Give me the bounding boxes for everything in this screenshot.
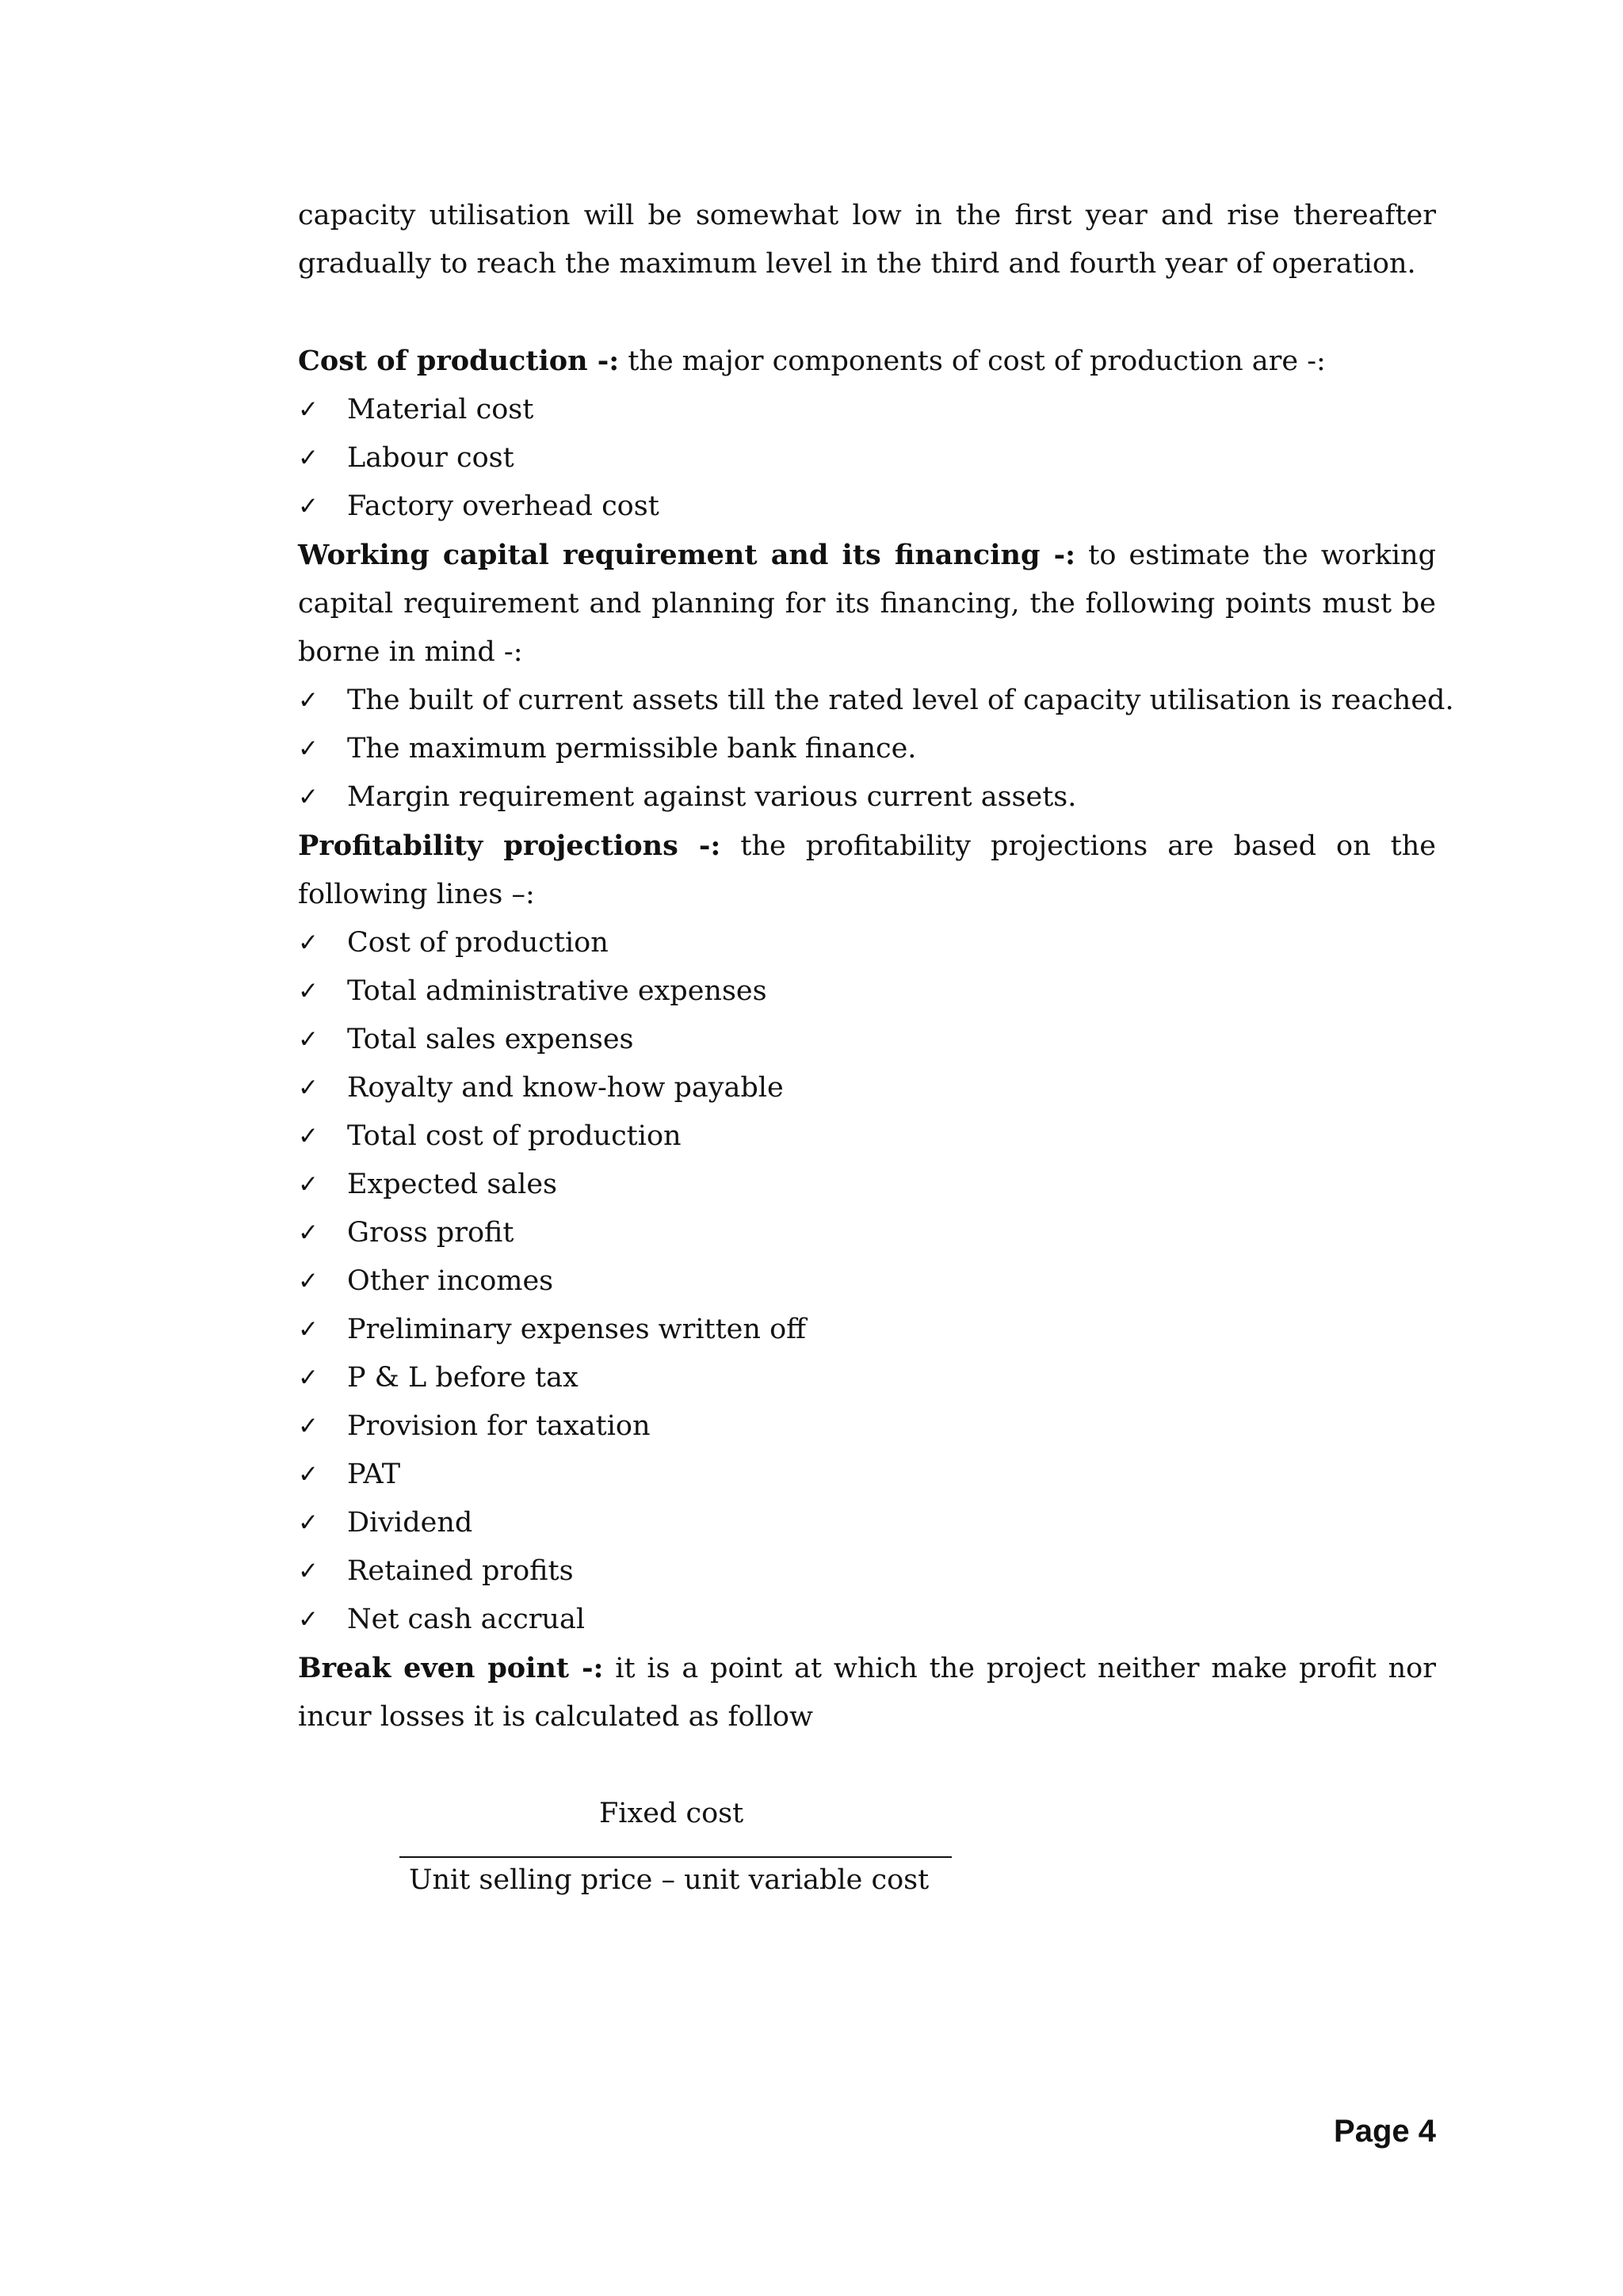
section-profitability-projections xyxy=(298,822,1436,1644)
checklist-item xyxy=(298,1402,1436,1451)
cost-of-production-list xyxy=(298,386,1436,531)
checklist-item-label: Total administrative expenses xyxy=(347,975,767,1007)
cost-of-production-heading: Cost of production -: xyxy=(298,345,620,377)
checklist-item-label: Net cash accrual xyxy=(347,1604,586,1635)
checklist-item xyxy=(298,1016,1436,1064)
checklist-item-label: Gross profit xyxy=(347,1217,514,1249)
checklist-item-label: The maximum permissible bank finance. xyxy=(347,733,917,765)
checklist-item xyxy=(298,725,1436,773)
checklist-item-label: Royalty and know-how payable xyxy=(347,1072,784,1104)
check-icon: ✓ xyxy=(298,1412,319,1440)
section-working-capital xyxy=(298,531,1454,822)
check-icon: ✓ xyxy=(298,1557,319,1585)
working-capital-list xyxy=(298,677,1454,822)
checklist-item-label: Total cost of production xyxy=(347,1120,682,1152)
check-icon: ✓ xyxy=(298,1605,319,1634)
check-icon: ✓ xyxy=(298,1315,319,1344)
profitability-text: the profitability projections are based on the following lines –: xyxy=(298,830,1436,910)
checklist-item xyxy=(298,1451,1436,1499)
check-icon: ✓ xyxy=(298,1122,319,1150)
checklist-item xyxy=(298,1209,1436,1257)
cost-of-production-text: the major components of cost of production are -: xyxy=(619,345,1326,377)
checklist-item-label: P & L before tax xyxy=(347,1362,579,1394)
break-even-heading: Break even point -: xyxy=(298,1652,604,1684)
profitability-paragraph xyxy=(298,822,1436,919)
check-icon: ✓ xyxy=(298,929,319,957)
section-break-even-point xyxy=(298,1644,1436,1940)
checklist-item xyxy=(298,967,1436,1016)
checklist-item-label: Other incomes xyxy=(347,1265,554,1297)
check-icon: ✓ xyxy=(298,1170,319,1199)
formula-denominator: Unit selling price – unit variable cost xyxy=(409,1864,930,1896)
checklist-item xyxy=(298,1161,1436,1209)
checklist-item-label: Preliminary expenses written off xyxy=(347,1314,807,1345)
checklist-item xyxy=(298,434,1436,482)
checklist-item xyxy=(298,1547,1436,1596)
profitability-heading: Profitability projections -: xyxy=(298,830,721,862)
check-icon: ✓ xyxy=(298,1460,319,1489)
checklist-item xyxy=(298,482,1436,531)
check-icon: ✓ xyxy=(298,1267,319,1295)
check-icon: ✓ xyxy=(298,1508,319,1537)
checklist-item xyxy=(298,1354,1436,1402)
working-capital-paragraph xyxy=(298,531,1436,677)
checklist-item xyxy=(298,1064,1436,1112)
check-icon: ✓ xyxy=(298,686,319,715)
check-icon: ✓ xyxy=(298,1363,319,1392)
checklist-item-label: The built of current assets till the rated level of capacity utilisation is reached. xyxy=(347,685,1454,716)
intro-paragraph: capacity utilisation will be somewhat low in the first year and rise thereafter gradually to reach the maximum level in the third and fourth year of operation. xyxy=(298,200,1436,280)
profitability-list xyxy=(298,919,1436,1644)
checklist-item-label: Dividend xyxy=(347,1507,473,1539)
checklist-item xyxy=(298,1306,1436,1354)
checklist-item xyxy=(298,1112,1436,1161)
section-cost-of-production xyxy=(298,337,1436,531)
cost-of-production-paragraph xyxy=(298,337,1436,386)
checklist-item-label: Material cost xyxy=(347,394,534,425)
check-icon: ✓ xyxy=(298,1074,319,1102)
page-number: Page 4 xyxy=(1334,2114,1436,2149)
checklist-item-label: Factory overhead cost xyxy=(347,490,659,522)
check-icon: ✓ xyxy=(298,1219,319,1247)
checklist-item-label: Retained profits xyxy=(347,1555,574,1587)
check-icon: ✓ xyxy=(298,1025,319,1054)
checklist-item-label: Total sales expenses xyxy=(347,1024,634,1055)
formula-numerator: Fixed cost xyxy=(599,1798,744,1829)
checklist-item xyxy=(298,1499,1436,1547)
checklist-item-label: Expected sales xyxy=(347,1169,558,1200)
checklist-item xyxy=(298,1596,1436,1644)
check-icon: ✓ xyxy=(298,395,319,424)
checklist-item xyxy=(298,919,1436,967)
break-even-text: it is a point at which the project neither make profit nor incur losses it is calculated as follow xyxy=(298,1653,1436,1733)
check-icon: ✓ xyxy=(298,734,319,763)
checklist-item-label: Labour cost xyxy=(347,442,514,474)
check-icon: ✓ xyxy=(298,492,319,521)
break-even-formula xyxy=(298,1790,1436,1940)
checklist-item-label: Margin requirement against various current assets. xyxy=(347,781,1077,813)
working-capital-text: to estimate the working capital requirement and planning for its financing, the following points must be borne in mind -: xyxy=(298,540,1436,668)
checklist-item-label: Provision for taxation xyxy=(347,1410,651,1442)
check-icon: ✓ xyxy=(298,977,319,1005)
checklist-item xyxy=(298,773,1436,822)
working-capital-heading: Working capital requirement and its financing -: xyxy=(298,539,1076,571)
checklist-item-label: PAT xyxy=(347,1459,401,1490)
checklist-item xyxy=(298,1257,1436,1306)
checklist-item-label: Cost of production xyxy=(347,927,609,959)
page-content xyxy=(298,192,1454,1940)
checklist-item xyxy=(298,677,1454,725)
checklist-item xyxy=(298,386,1436,434)
check-icon: ✓ xyxy=(298,783,319,811)
break-even-paragraph xyxy=(298,1644,1436,1741)
check-icon: ✓ xyxy=(298,444,319,472)
